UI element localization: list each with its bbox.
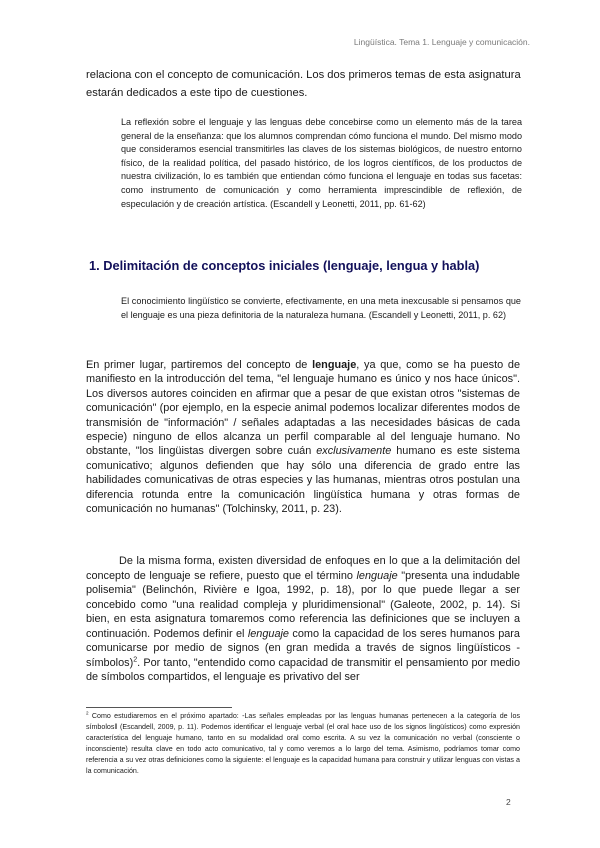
- footnote-ref[interactable]: 2: [133, 654, 138, 663]
- page-number: 2: [506, 797, 511, 807]
- term-lenguaje: lenguaje: [312, 359, 357, 371]
- block-quote-escandell-2: El conocimiento lingüístico se convierte, efectivamente, en una meta inexcusable si pensamos que el lenguaje es una pieza definitoria de la naturaleza humana. (Escandell y Leonetti, 2011, p. 62): [121, 296, 521, 320]
- running-header: Lingüística. Tema 1. Lenguaje y comunicación.: [353, 37, 530, 47]
- term-exclusivamente: exclusivamente: [316, 445, 392, 458]
- footnote: $^2$ Como estudiaremos en el próximo apartado: -Las señales empleadas por las lenguas humanas pertenecen a la categoría de los símbolos‖ (Escandell, 2009, p. 11). Podemos identificar el lenguaje verbal (el oral hace uso de los signos lingüísticos) como expresión característica del lenguaje humano, tanto en su modalidad oral como escrita. A su vez la comunicación no verbal (consciente o inconsciente) resulta clave en todo acto comunicativo, tal y como veremos a lo largo del tema. Asimismo, podríamos tomar como referencia a su vez otras definiciones como la siguiente: el lenguaje es la capacidad humana para construir y utilizar lenguas con vistas a la comunicación.: [86, 710, 520, 775]
- section-heading: 1. Delimitación de conceptos iniciales (lenguaje, lengua y habla): [89, 258, 480, 273]
- paragraph-lenguaje-concept: En primer lugar, partiremos del concepto de lenguaje, ya que, como se ha puesto de manifiesto en la introducción del tema, "el lenguaje humano es único y nos hace únicos". Los diversos autores coinciden en afirmar que a pesar de que existan otros "sistemas de comunicación" (por ejemplo, en la especie animal podemos localizar diferentes modos de transmisión de "información" / señales adaptadas a las necesidades básicas de cada especie) ninguno de ellos alcanza un perfil comparable al del lenguaje humano. No obstante, "los lingüistas divergen sobre cuán exclusivamente humano es este sistema comunicativo; algunos defienden que hay sólo una diferencia de grado entre las habilidades comunicativas de otras especies y las humanas, mientras otros postulan una diferencia rotunda entre la comunicación lingüística humana y otras formas de comunicación no humanas" (Tolchinsky, 2011, p. 23).: [86, 359, 521, 516]
- paragraph-definition: De la misma forma, existen diversidad de enfoques en lo que a la delimitación del concepto de lenguaje se refiere, puesto que el término lenguaje "presenta una indudable polisemia" (Belinchón, Rivière e Igoa, 1992, p. 18), por lo que puede llegar a ser concebido como "una realidad compleja y pluridimensional" (Galeote, 2002, p. 14). Si bien, en esta asignatura tomaremos como referencia las definiciones que se incluyen a continuación. Podemos definir el lenguaje como la capacidad de los seres humanos para comunicarse por medio de signos (en gran medida a través de signos lingüísticos - símbolos)$^2$. Por tanto, "entendido como capacidad de transmitir el pensamiento por medio de símbolos compartidos, el lenguaje es privativo del ser: [86, 555, 520, 683]
- intro-paragraph: relaciona con el concepto de comunicación. Los dos primeros temas de esta asignatura estarán dedicados a este tipo de cuestiones.: [86, 69, 521, 99]
- footnote-separator: [86, 707, 232, 708]
- block-quote-escandell-1: La reflexión sobre el lenguaje y las lenguas debe concebirse como un elemento más de la tarea general de la enseñanza: que los alumnos comprendan cómo funciona el mundo. Del mismo modo que consideramos esencial transmitirles las claves de los sistemas biológicos, de nuestro entorno físico, de la realidad política, del pasado histórico, de los logros científicos, de los productos de nuestra civilización, lo es también que entiendan cómo funciona el lenguaje en todas sus facetas: como instrumento de comunicación y como herramienta imprescindible de reflexión, de especulación y de creación artística. (Escandell y Leonetti, 2011, pp. 61-62): [121, 117, 522, 209]
